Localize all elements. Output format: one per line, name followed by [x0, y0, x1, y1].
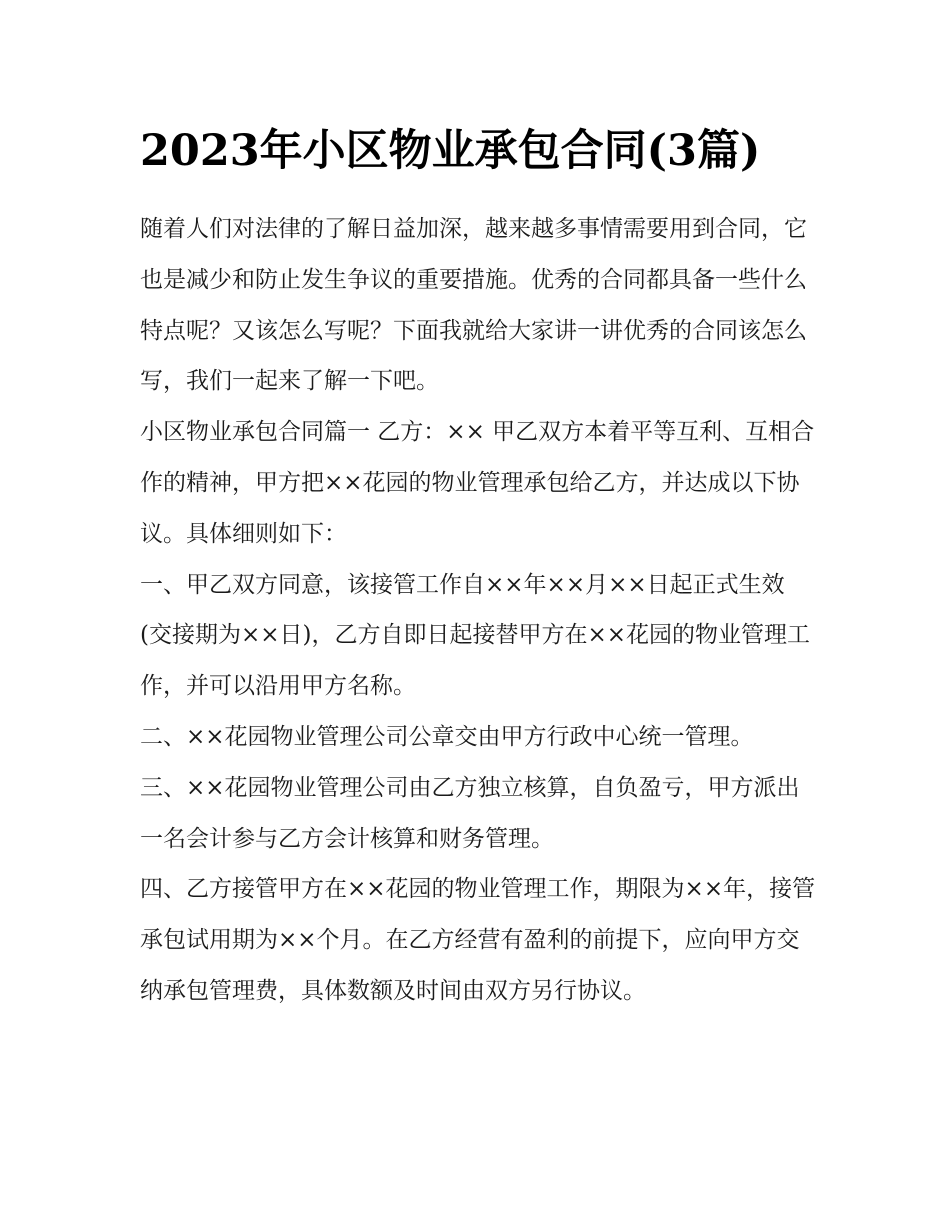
document-title: 2023年小区物业承包合同(3篇): [140, 126, 761, 176]
paragraph-clause-2: 二、××花园物业管理公司公章交由甲方行政中心统一管理。: [140, 723, 754, 750]
paragraph-list: [140, 204, 816, 1017]
paragraph-contract-heading: 小区物业承包合同篇一 乙方：×× 甲乙双方本着平等互利、互相合作的精神，甲方把××花园的物业管理承包给乙方，并达成以下协议。具体细则如下：: [140, 419, 815, 547]
paragraph-intro: 随着人们对法律的了解日益加深，越来越多事情需要用到合同，它也是减少和防止发生争议的重要措施。优秀的合同都具备一些什么特点呢？又该怎么写呢？下面我就给大家讲一讲优秀的合同该怎么写，我们一起来了解一下吧。: [140, 216, 807, 395]
paragraph-clause-1: 一、甲乙双方同意，该接管工作自××年××月××日起正式生效(交接期为××日)，乙方自即日起接替甲方在××花园的物业管理工作，并可以沿用甲方名称。: [140, 571, 811, 700]
document-body: [140, 114, 816, 1017]
paragraph-clause-3: 三、××花园物业管理公司由乙方独立核算，自负盈亏，甲方派出一名会计参与乙方会计核算和财务管理。: [140, 774, 800, 852]
paragraph-clause-4: 四、乙方接管甲方在××花园的物业管理工作，期限为××年，接管承包试用期为××个月。在乙方经营有盈利的前提下，应向甲方交纳承包管理费，具体数额及时间由双方另行协议。: [140, 876, 816, 1004]
